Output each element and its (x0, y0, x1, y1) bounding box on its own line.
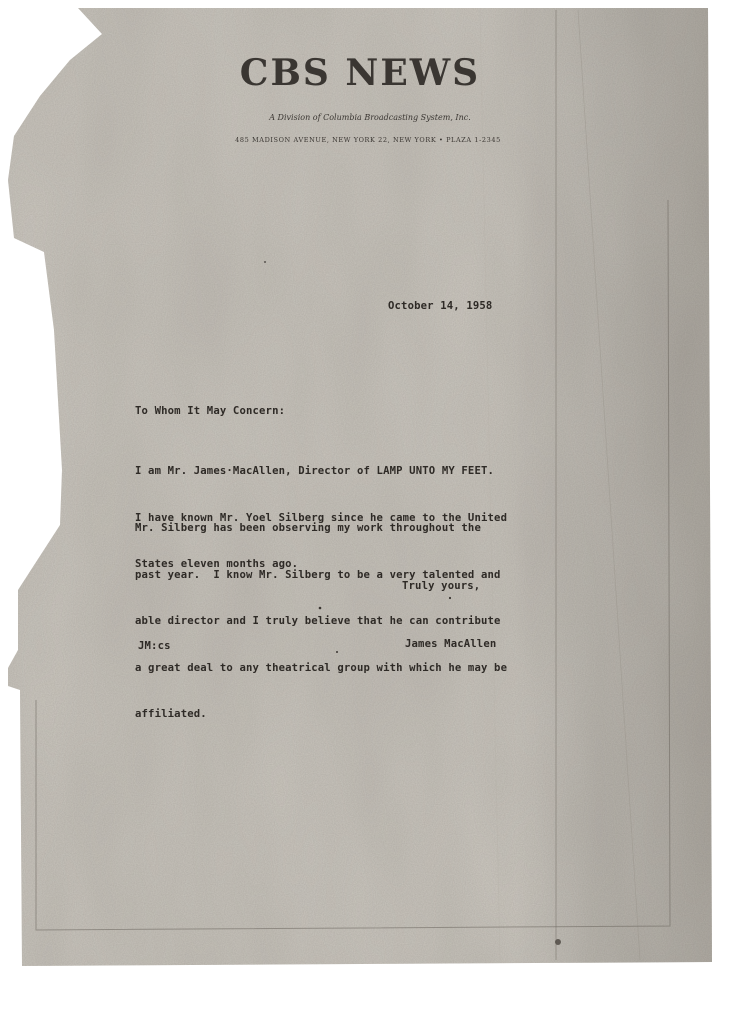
paragraph-line: past year. I know Mr. Silberg to be a very talented and (135, 568, 501, 581)
letterhead-division: A Division of Columbia Broadcasting System, Inc. (269, 113, 471, 122)
typist-initials: JM:cs (138, 640, 171, 652)
letter-paragraph-2 (135, 490, 507, 754)
paragraph-line: able director and I truly believe that he can contribute (135, 615, 501, 627)
letter-closing: Truly yours, (402, 580, 481, 592)
paragraph-line: Mr. Silberg has been observing my work throughout the (135, 522, 481, 534)
letter-date: October 14, 1958 (388, 300, 493, 312)
paragraph-line: I am Mr. James·MacAllen, Director of LAMP UNTO MY FEET. (135, 465, 495, 477)
signer-name: James MacAllen (405, 638, 497, 650)
letterhead-address: 485 MADISON AVENUE, NEW YORK 22, NEW YORK • PLAZA 1-2345 (235, 136, 501, 144)
paragraph-line: affiliated. (135, 708, 207, 720)
paragraph-line: a great deal to any theatrical group with which he may be (135, 661, 508, 674)
paragraph-line: States eleven months ago. (135, 558, 299, 570)
letter-salutation: To Whom It May Concern: (135, 405, 286, 417)
paragraph-line: I have known Mr. Yoel Silberg since he came to the United (135, 511, 508, 524)
letterhead-title: CBS NEWS (239, 52, 481, 94)
